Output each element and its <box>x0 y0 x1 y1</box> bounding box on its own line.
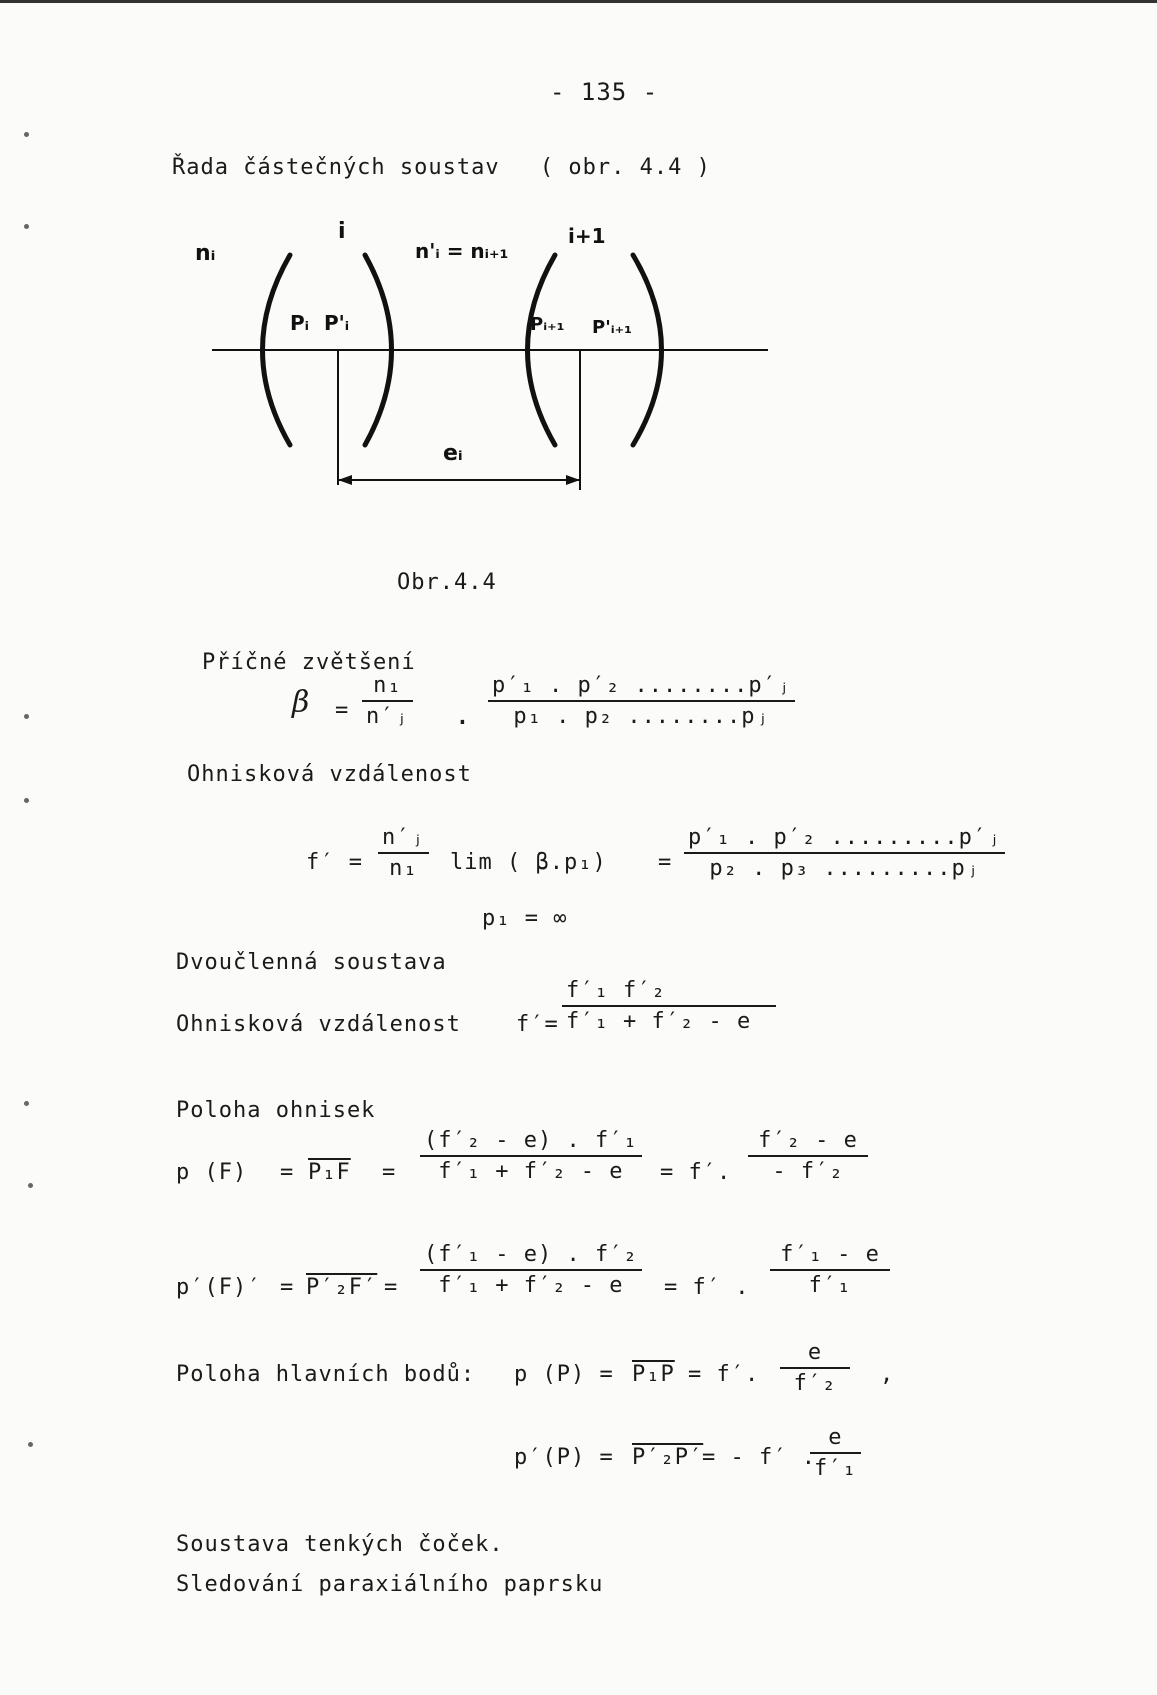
magnification-fraction-1 <box>362 673 413 729</box>
section-heading <box>172 155 711 180</box>
focal-distance-equals: = <box>658 850 673 875</box>
focus-row1-numerator-2: f′₂ - e <box>758 1128 858 1153</box>
margin-speck <box>28 1442 33 1447</box>
lens-system-diagram <box>190 215 790 505</box>
two-element-focal-label: Ohnisková vzdálenost <box>176 1012 461 1037</box>
focus-row2-numerator-2: f′₁ - e <box>780 1242 880 1267</box>
magnification-fraction-2-numerator: p′₁ . p′₂ ........p′ⱼ <box>492 673 792 698</box>
principal-row1-denominator: f′₂ <box>780 1367 850 1396</box>
magnification-fraction-1-numerator: n₁ <box>373 673 402 698</box>
margin-speck <box>24 1101 29 1106</box>
figure-caption: Obr.4.4 <box>397 570 497 595</box>
footer-line-1: Soustava tenkých čoček. <box>176 1532 504 1557</box>
focus-position-title: Poloha ohnisek <box>176 1098 376 1123</box>
focal-distance-fraction-2 <box>684 825 1005 881</box>
two-element-lhs: f′= <box>516 1012 559 1037</box>
beta-symbol: β <box>292 685 310 720</box>
magnification-title: Příčné zvětšení <box>202 650 416 675</box>
focus-row1-eq2: = <box>382 1160 397 1185</box>
focus-row2-denominator: f′₁ + f′₂ - e <box>420 1269 642 1298</box>
principal-row1-segment: P₁P <box>632 1362 675 1387</box>
principal-row1-fraction <box>780 1340 850 1396</box>
footer-line-2: Sledování paraxiálního paprsku <box>176 1572 604 1597</box>
label-e-i: eᵢ <box>443 441 463 466</box>
magnification-fraction-2 <box>488 673 795 729</box>
magnification-fraction-1-denominator: n′ⱼ <box>362 700 413 729</box>
margin-speck <box>24 798 29 803</box>
focus-row2-eq3: = f′ . <box>664 1275 750 1300</box>
two-element-denominator: f′₁ + f′₂ - e <box>562 1005 776 1034</box>
focus-row1-eq3: = f′. <box>660 1160 732 1185</box>
principal-row1-comma: , <box>880 1362 895 1387</box>
label-P-i-prime: P'ᵢ <box>324 311 350 335</box>
focal-distance-fraction-2-denominator: p₂ . p₃ .........pⱼ <box>684 852 1005 881</box>
label-i-plus-1: i+1 <box>568 224 606 248</box>
principal-points-title: Poloha hlavních bodů: <box>176 1362 476 1387</box>
focus-row2-eq1: = <box>280 1275 295 1300</box>
principal-row2-mid: = - f′ . <box>702 1445 816 1470</box>
principal-row1-numerator: e <box>807 1340 823 1365</box>
principal-row2-segment: P′₂P′ <box>632 1445 704 1470</box>
margin-speck <box>24 132 29 137</box>
focus-row2-fraction <box>420 1242 642 1298</box>
focal-distance-fraction-1-numerator: n′ⱼ <box>382 825 425 850</box>
label-P-i1: Pᵢ₊₁ <box>530 314 565 335</box>
focus-row1-denominator: f′₁ + f′₂ - e <box>420 1155 642 1184</box>
label-P-i1-prime: P'ᵢ₊₁ <box>592 317 633 338</box>
focal-distance-fraction-2-numerator: p′₁ . p′₂ .........p′ⱼ <box>688 825 1002 850</box>
focal-distance-lhs: f′ = <box>306 850 363 875</box>
arrow-right <box>566 475 580 485</box>
margin-speck <box>28 1183 33 1188</box>
focus-row1-segment: P₁F <box>308 1160 351 1185</box>
focus-row2-segment: P′₂F′ <box>306 1275 378 1300</box>
principal-row1-lhs: p (P) = <box>514 1362 614 1387</box>
magnification-dot: . <box>454 698 472 731</box>
label-P-i: Pᵢ <box>290 311 310 335</box>
principal-row1-mid: = f′. <box>688 1362 760 1387</box>
two-element-title: Dvoučlenná soustava <box>176 950 447 975</box>
focus-row1-numerator: (f′₂ - e) . f′₁ <box>424 1128 638 1153</box>
heading-text: Řada částečných soustav <box>172 155 500 180</box>
two-element-fraction <box>562 978 776 1034</box>
focus-row1-denominator-2: - f′₂ <box>748 1155 868 1184</box>
label-n-prime-equals: n'ᵢ = nᵢ₊₁ <box>415 239 509 263</box>
heading-figure-ref: ( obr. 4.4 ) <box>539 155 711 180</box>
focus-row2-denominator-2: f′₁ <box>770 1269 890 1298</box>
principal-row2-lhs: p′(P) = <box>514 1445 614 1470</box>
principal-row2-numerator: e <box>828 1425 843 1450</box>
principal-row2-denominator: f′₁ <box>810 1452 861 1481</box>
focal-distance-title: Ohnisková vzdálenost <box>187 762 472 787</box>
page-number: - 135 - <box>550 78 659 106</box>
focal-distance-limit: lim ( β.p₁) <box>450 850 607 875</box>
page-top-edge <box>0 0 1157 3</box>
focus-row2-lhs: p′(F)′ <box>176 1275 262 1300</box>
focus-row1-lhs: p (F) <box>176 1160 248 1185</box>
margin-speck <box>24 224 29 229</box>
focus-row1-fraction-2 <box>748 1128 868 1184</box>
focus-row1-eq1: = <box>280 1160 295 1185</box>
focal-distance-limit-subscript: p₁ = ∞ <box>482 906 568 931</box>
two-element-numerator: f′₁ f′₂ <box>566 978 666 1003</box>
magnification-equals: = <box>335 698 350 723</box>
focal-distance-fraction-1-denominator: n₁ <box>378 852 429 881</box>
margin-speck <box>24 714 29 719</box>
arrow-left <box>338 475 352 485</box>
label-n-i: nᵢ <box>195 241 216 266</box>
focal-distance-fraction-1 <box>378 825 429 881</box>
focus-row1-fraction <box>420 1128 642 1184</box>
focus-row2-numerator: (f′₁ - e) . f′₂ <box>424 1242 638 1267</box>
focus-row2-fraction-2 <box>770 1242 890 1298</box>
focus-row2-eq2: = <box>384 1275 399 1300</box>
label-i: i <box>338 219 346 244</box>
magnification-fraction-2-denominator: p₁ . p₂ ........pⱼ <box>488 700 795 729</box>
principal-row2-fraction <box>810 1425 861 1481</box>
